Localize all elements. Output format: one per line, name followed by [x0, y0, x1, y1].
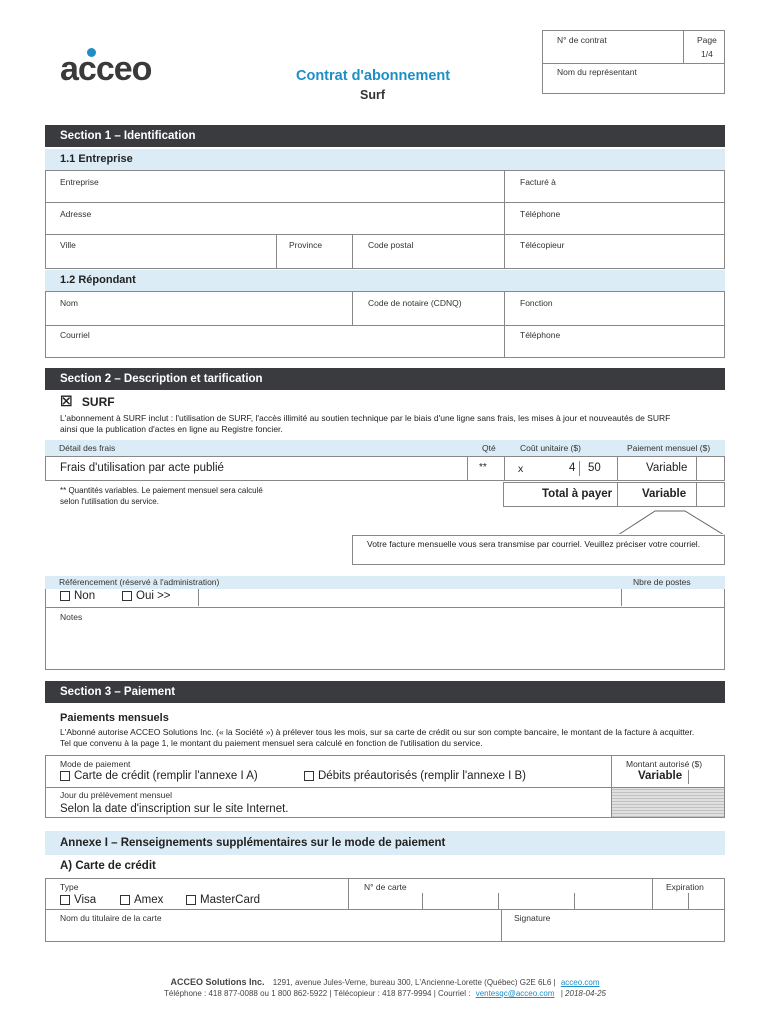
notes-label: Notes: [60, 612, 83, 622]
amex-option[interactable]: [120, 894, 163, 906]
code-notaire-field[interactable]: Code de notaire (CDNQ): [368, 298, 462, 308]
col-detail: Détail des frais: [59, 443, 116, 453]
footer-website[interactable]: acceo.com: [560, 978, 600, 987]
ref-header: [45, 576, 725, 589]
subsection-1-1: [45, 149, 725, 170]
paiement-para-line1: L'Abonné autorise ACCEO Solutions Inc. (« la Société ») à prélever tous les mois, sur sa carte de crédit ou sur son compte bancaire, le montant de la facture à acquitter.: [60, 727, 695, 737]
annexe-title: Annexe I – Renseignements supplémentaires sur le mode de paiement: [60, 837, 446, 849]
repondant-grid: [45, 291, 725, 358]
entreprise-field[interactable]: Entreprise: [60, 177, 99, 187]
surf-label: SURF: [81, 395, 115, 409]
province-field[interactable]: Province: [289, 240, 323, 250]
invoice-note-box: [352, 535, 725, 565]
notes-box[interactable]: [45, 607, 725, 670]
expiration-label: Expiration: [666, 882, 704, 892]
mastercard-label: MasterCard: [200, 894, 261, 906]
page-value: 1/4: [701, 49, 713, 59]
titulaire-label: Nom du titulaire de la carte: [60, 913, 162, 923]
carte-credit-option[interactable]: [60, 770, 258, 782]
paiement-para-line2: Tel que convenu à la page 1, le montant du paiement mensuel sera calculé en fonction de l'utilisation du service.: [60, 738, 483, 748]
page-title: Contrat d'abonnement: [296, 68, 451, 84]
surf-description: [60, 413, 720, 435]
amex-label: Amex: [134, 894, 164, 906]
surf-checkbox[interactable]: ☒: [60, 393, 73, 409]
mastercard-checkbox[interactable]: [186, 895, 196, 905]
fee-row-cents: 50: [588, 462, 601, 474]
col-cout: Coût unitaire ($): [520, 443, 581, 453]
mode-label: Mode de paiement: [60, 759, 131, 769]
telephone-field[interactable]: Téléphone: [520, 209, 561, 219]
jour-label: Jour du prélèvement mensuel: [60, 790, 172, 800]
no-carte-label: N° de carte: [364, 882, 407, 892]
montant-label: Montant autorisé ($): [626, 759, 703, 769]
jour-value: Selon la date d'inscription sur le site Internet.: [60, 803, 289, 815]
non-label: Non: [74, 590, 96, 602]
footer-date: | 2018-04-25: [560, 989, 606, 998]
shaded-area: [612, 788, 724, 817]
logo-text: acceo: [60, 50, 152, 88]
ref-label: Référencement (réservé à l'administration): [59, 577, 220, 587]
col-paiement: Paiement mensuel ($): [627, 443, 711, 453]
footer-email[interactable]: ventesqc@acceo.com: [475, 989, 555, 998]
visa-option[interactable]: [60, 894, 96, 906]
courriel-field[interactable]: Courriel: [60, 330, 90, 340]
section-3-title: Section 3 – Paiement: [60, 686, 176, 698]
section-1-title: Section 1 – Identification: [60, 130, 196, 142]
callout-arrow-icon: [600, 508, 725, 536]
qty-note-line2: selon l'utilisation du service.: [60, 497, 159, 506]
footer-contact: Téléphone : 418 877-0088 ou 1 800 862-5922 | Télécopieur : 418 877-9994 | Courriel :: [164, 989, 471, 998]
ref-row: [45, 589, 725, 608]
debits-option[interactable]: [304, 770, 526, 782]
oui-label: Oui >>: [136, 590, 171, 602]
fee-row: [45, 456, 725, 481]
qty-note: [60, 485, 263, 507]
amex-checkbox[interactable]: [120, 895, 130, 905]
subsection-1-2: [45, 270, 725, 291]
section-2-header: [45, 368, 725, 390]
acceo-logo: [60, 46, 180, 86]
fee-table-header: [45, 440, 725, 456]
debits-checkbox[interactable]: [304, 771, 314, 781]
page-subtitle: Surf: [360, 88, 385, 102]
surf-desc-line1: L'abonnement à SURF inclut : l'utilisation de SURF, l'accès illimité au soutien technique par le biais d'une ligne sans frais, les mises à jour et nouveautés de SURF: [60, 413, 671, 423]
section-3-header: [45, 681, 725, 703]
footer: [0, 977, 770, 999]
footer-company: ACCEO Solutions Inc.: [170, 977, 265, 987]
fee-row-qte: **: [479, 462, 487, 473]
paiements-title: Paiements mensuels: [60, 712, 169, 724]
nom-field[interactable]: Nom: [60, 298, 78, 308]
fee-row-paiement: Variable: [646, 462, 688, 474]
total-label: Total à payer: [542, 488, 613, 500]
non-option[interactable]: [60, 590, 95, 602]
section-1-header: [45, 125, 725, 147]
facture-field[interactable]: Facturé à: [520, 177, 556, 187]
type-label: Type: [60, 882, 79, 892]
annexe-sub: A) Carte de crédit: [60, 860, 156, 872]
subsection-1-1-title: 1.1 Entreprise: [60, 153, 133, 165]
surf-product: [60, 393, 115, 410]
code-postal-field[interactable]: Code postal: [368, 240, 414, 250]
footer-line1: [0, 977, 770, 988]
invoice-note: Votre facture mensuelle vous sera transmise par courriel. Veuillez préciser votre courriel.: [367, 539, 701, 549]
col-qte: Qté: [482, 443, 496, 453]
signature-label: Signature: [514, 913, 551, 923]
debits-label: Débits préautorisés (remplir l'annexe I B): [318, 770, 526, 782]
total-value: Variable: [642, 488, 687, 500]
carte-credit-label: Carte de crédit (remplir l'annexe I A): [74, 770, 258, 782]
contract-no-label: N° de contrat: [557, 35, 607, 45]
entreprise-grid: [45, 170, 725, 269]
oui-option[interactable]: [122, 590, 171, 602]
oui-checkbox[interactable]: [122, 591, 132, 601]
telecopieur-field[interactable]: Télécopieur: [520, 240, 565, 250]
page-label: Page: [697, 35, 717, 45]
credit-card-box: [45, 878, 725, 942]
paiement-para: [60, 727, 725, 749]
contract-box: [542, 30, 725, 94]
adresse-field[interactable]: Adresse: [60, 209, 92, 219]
non-checkbox[interactable]: [60, 591, 70, 601]
total-box: [503, 482, 725, 507]
carte-credit-checkbox[interactable]: [60, 771, 70, 781]
section-2-title: Section 2 – Description et tarification: [60, 373, 263, 385]
fee-row-label: Frais d'utilisation par acte publié: [60, 462, 224, 474]
subsection-1-2-title: 1.2 Répondant: [60, 274, 136, 286]
footer-line2: [0, 988, 770, 999]
annexe-header: [45, 831, 725, 855]
surf-desc-line2: ainsi que la publication d'actes en ligne au Registre foncier.: [60, 424, 283, 434]
qty-note-line1: ** Quantités variables. Le paiement mensuel sera calculé: [60, 486, 263, 495]
visa-label: Visa: [74, 894, 97, 906]
mastercard-option[interactable]: [186, 894, 260, 906]
footer-address: 1291, avenue Jules-Verne, bureau 300, L'Ancienne-Lorette (Québec) G2E 6L6 |: [272, 978, 556, 987]
fonction-field[interactable]: Fonction: [520, 298, 553, 308]
fee-row-x: x: [518, 463, 524, 475]
visa-checkbox[interactable]: [60, 895, 70, 905]
fee-row-dollars: 4: [569, 462, 576, 474]
mode-paiement-box: [45, 755, 725, 818]
montant-value: Variable: [638, 770, 683, 782]
nbre-postes-label: Nbre de postes: [633, 577, 691, 587]
rep-label: Nom du représentant: [557, 67, 637, 77]
ville-field[interactable]: Ville: [60, 240, 76, 250]
telephone2-field[interactable]: Téléphone: [520, 330, 561, 340]
